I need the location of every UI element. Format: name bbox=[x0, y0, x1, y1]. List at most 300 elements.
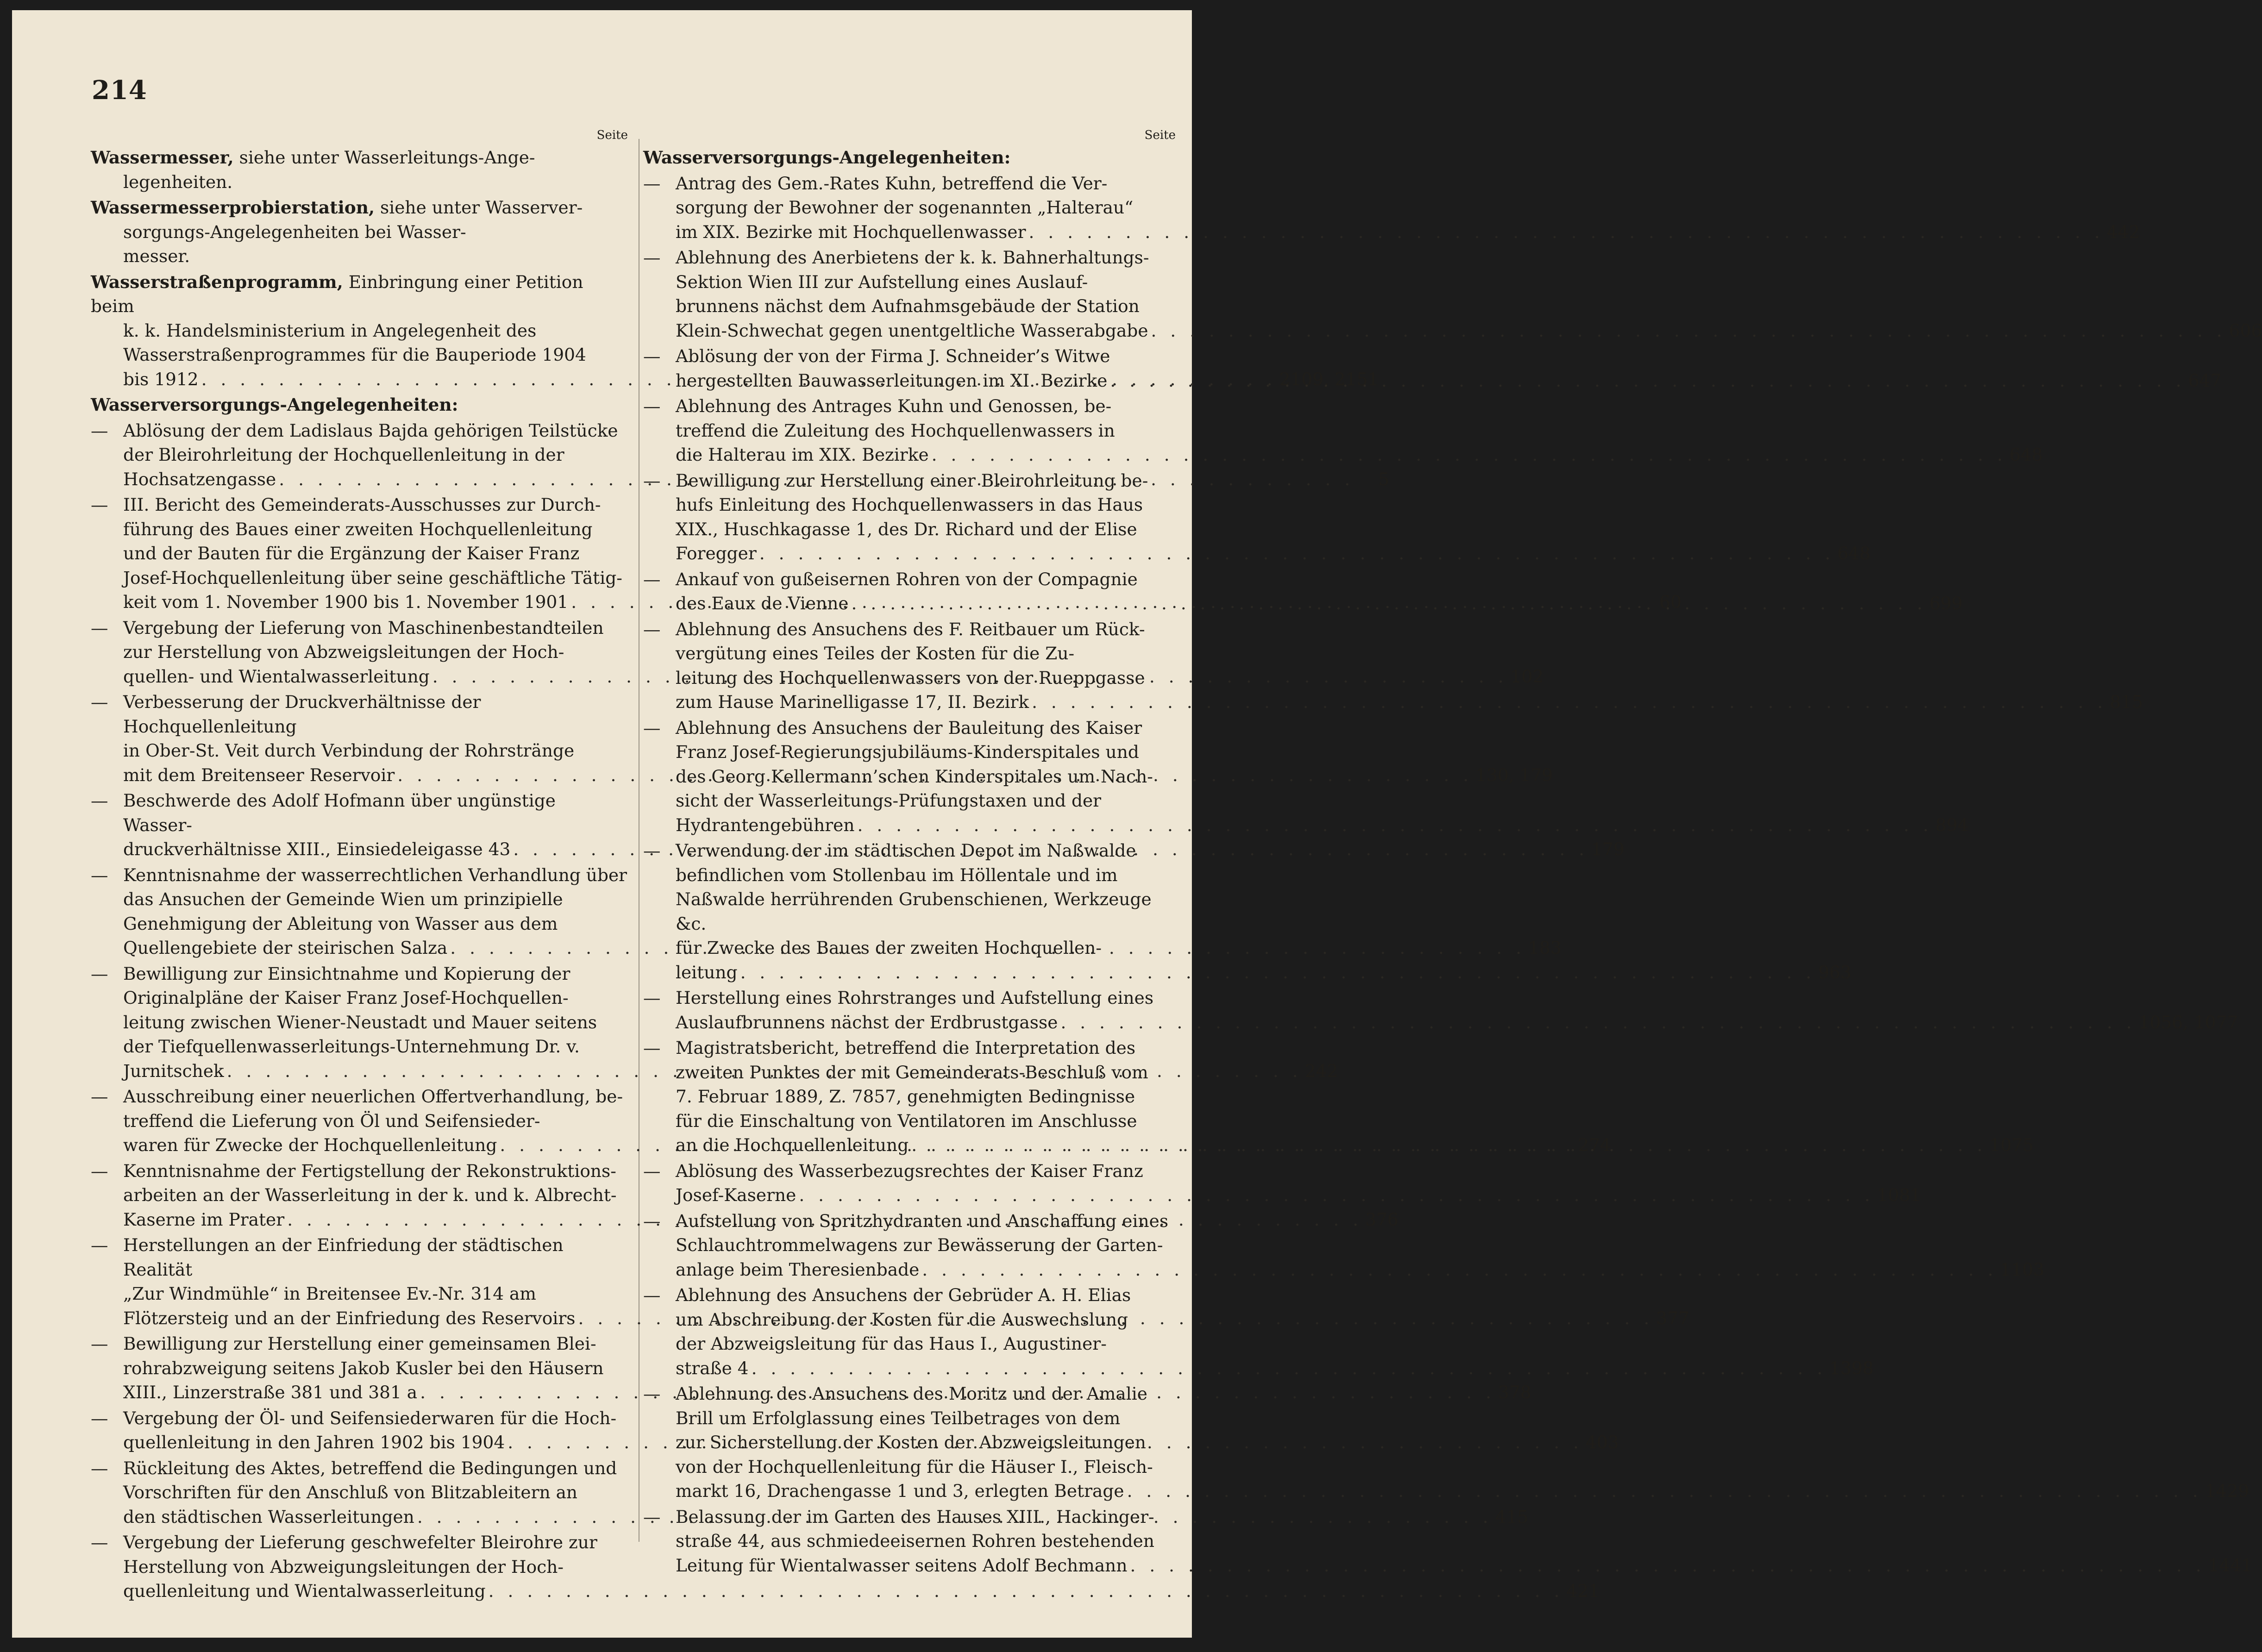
entry-line bbox=[676, 294, 1176, 319]
entry-line bbox=[123, 690, 628, 738]
entry-line bbox=[676, 1356, 1874, 1381]
entry-text: brunnens nächst dem Aufnahmsgebäude der Station bbox=[676, 296, 1140, 316]
entry-text: Wasserstraßenprogrammes für die Bauperiode 1904 bbox=[123, 344, 586, 365]
entry-text: der Tiefquellenwasserleitungs-Unternehmung Dr. v. bbox=[123, 1036, 580, 1057]
entry-text: treffend die Lieferung von Öl und Seifensieder- bbox=[123, 1110, 540, 1131]
entry-dash: — bbox=[643, 619, 661, 639]
entry-line bbox=[123, 517, 628, 542]
entry-text: markt 16, Drachengasse 1 und 3, erlegten Betrage bbox=[676, 1481, 1124, 1501]
entry-text: 7. Februar 1889, Z. 7857, genehmigten Bedingnisse bbox=[676, 1086, 1135, 1107]
entry-text: führung des Baues einer zweiten Hochquellenleitung bbox=[123, 519, 593, 539]
page-reference: 415 bbox=[1495, 1506, 1529, 1527]
entry-text: Ablehnung des Ansuchens des F. Reitbauer um Rück- bbox=[676, 619, 1145, 639]
entry-heading: Wasserstraßenprogramm, bbox=[91, 271, 343, 292]
entry-line bbox=[676, 887, 1176, 936]
entry-line bbox=[123, 616, 628, 640]
entry-text: Kenntnisnahme der wasserrechtlichen Verhandlung über bbox=[123, 864, 627, 885]
entry-line bbox=[123, 319, 628, 343]
index-entry bbox=[91, 195, 628, 269]
page-reference: 60 bbox=[1659, 592, 1682, 612]
page-number: 214 bbox=[92, 75, 147, 106]
entry-text: hergestellten Bauwasserleitungen im XI. Bezirke bbox=[676, 370, 1108, 391]
entry-line bbox=[676, 270, 1176, 294]
entry-dash: — bbox=[643, 346, 661, 366]
entry-text: Ausschreibung einer neuerlichen Offertverhandlung, be- bbox=[123, 1086, 623, 1107]
entry-line bbox=[123, 566, 628, 590]
entry-text: für die Einschaltung von Ventilatoren im Anschlusse bbox=[676, 1110, 1137, 1131]
entry-dash: — bbox=[91, 1333, 108, 1354]
entry-text: den städtischen Wasserleitungen bbox=[123, 1506, 414, 1527]
dot-leader bbox=[922, 1258, 1997, 1282]
entry-text: Ablösung der dem Ladislaus Bajda gehörigen Teilstücke bbox=[123, 420, 618, 441]
entry-text: Verbesserung der Druckverhältnisse der Hochquellenleitung bbox=[123, 692, 481, 737]
entry-line bbox=[123, 912, 628, 936]
entry-text: sorgung der Bewohner der sogenannten „Halterau“ bbox=[676, 197, 1134, 218]
entry-text: Aufstellung von Spritzhydranten und Anschaffung eines bbox=[676, 1210, 1169, 1231]
entry-line bbox=[123, 1109, 628, 1133]
entry-text: Bewilligung zur Herstellung einer gemeinsamen Blei- bbox=[123, 1333, 596, 1354]
dot-leader bbox=[740, 960, 1816, 985]
entry-text: des Georg Kellermann’schen Kinderspitales um Nach- bbox=[676, 766, 1153, 787]
entry-text: zum Hause Marinelligasse 17, II. Bezirk bbox=[676, 692, 1029, 712]
entry-dash: — bbox=[643, 396, 661, 416]
dot-leader bbox=[1032, 690, 2107, 714]
entry-line bbox=[676, 1382, 1176, 1406]
entry-dash: — bbox=[91, 1235, 108, 1255]
entry-line bbox=[676, 813, 1969, 838]
entry-text: der Abzweigsleitung für das Haus I., Augustiner- bbox=[676, 1333, 1107, 1354]
page-reference: 102 bbox=[1510, 666, 1544, 687]
page-reference: 242 bbox=[1304, 1060, 1338, 1081]
entry-line bbox=[676, 319, 2262, 343]
entry-line bbox=[676, 220, 2140, 244]
entry-line bbox=[676, 641, 1176, 666]
index-page bbox=[12, 10, 2262, 1638]
entry-text: messer. bbox=[123, 246, 190, 266]
entry-line bbox=[676, 443, 2043, 467]
page-reference: 1441 bbox=[2208, 1555, 2253, 1576]
entry-line bbox=[676, 1109, 1176, 1133]
entry-text: Hochsatzengasse bbox=[123, 469, 276, 489]
entry-text: Ablehnung des Ansuchens des Moritz und der Amalie bbox=[676, 1383, 1147, 1404]
entry-text: die Halterau im XIX. Bezirke bbox=[676, 444, 929, 465]
entry-line bbox=[123, 1159, 628, 1183]
entry-text: vergütung eines Teiles der Kosten für die Zu- bbox=[676, 643, 1075, 663]
entry-line bbox=[91, 195, 628, 220]
entry-line bbox=[123, 541, 628, 566]
entry-text: Quellengebiete der steirischen Salza bbox=[123, 938, 448, 958]
entry-text: Rückleitung des Aktes, betreffend die Bedingungen und bbox=[123, 1458, 617, 1478]
entry-line bbox=[123, 962, 628, 986]
dot-leader bbox=[799, 1183, 1874, 1208]
entry-dash: — bbox=[91, 1160, 108, 1181]
entry-line bbox=[676, 567, 1176, 592]
entry-dash: — bbox=[643, 1038, 661, 1058]
entry-text: Jurnitschek bbox=[123, 1060, 224, 1081]
entry-text: Flötzersteig und an der Einfriedung des Reservoirs bbox=[123, 1308, 576, 1328]
entry-text: Sektion Wien III zur Aufstellung eines Auslauf- bbox=[676, 271, 1088, 292]
entry-text: Hydrantengebühren bbox=[676, 814, 855, 835]
entry-text: XIII., Linzerstraße 381 und 381 a bbox=[123, 1382, 418, 1402]
entry-line bbox=[123, 244, 628, 269]
entry-dash: — bbox=[91, 692, 108, 712]
entry-dash: — bbox=[643, 470, 661, 491]
entry-text: für Zwecke des Baues der zweiten Hochquellen- bbox=[676, 938, 1102, 958]
index-subentry bbox=[643, 245, 2262, 343]
entry-line bbox=[676, 344, 1176, 369]
entry-body bbox=[676, 245, 2262, 343]
entry-text: keit vom 1. November 1900 bis 1. November 1901 bbox=[123, 592, 569, 612]
entry-line bbox=[676, 764, 1176, 789]
entry-line bbox=[676, 1084, 1176, 1109]
entry-text: bis 1912 bbox=[123, 369, 199, 389]
entry-text: Belassung der im Garten des Hauses XIII., Hackinger- bbox=[676, 1506, 1154, 1527]
entry-line bbox=[123, 1480, 628, 1505]
entry-dash: — bbox=[643, 1383, 661, 1404]
entry-line bbox=[123, 493, 628, 517]
entry-text: Herstellung von Abzweigungsleitungen der Hoch- bbox=[123, 1556, 564, 1577]
entry-line bbox=[123, 1356, 628, 1381]
entry-text: Josef-Kaserne bbox=[676, 1185, 796, 1205]
page-reference: 1398 bbox=[1829, 1358, 1874, 1378]
index-entry bbox=[91, 145, 628, 194]
entry-dash: — bbox=[91, 963, 108, 984]
page-reference: 179 bbox=[1591, 839, 1625, 859]
index-subentry bbox=[643, 1159, 1921, 1208]
entry-line bbox=[676, 1479, 2249, 1503]
seite-label-left: Seite bbox=[596, 128, 628, 142]
entry-line bbox=[676, 690, 2143, 714]
entry-text: um Abschreibung der Kosten für die Auswechslung bbox=[676, 1309, 1128, 1330]
entry-text: Herstellungen an der Einfriedung der städtischen Realität bbox=[123, 1235, 564, 1280]
index-subentry bbox=[643, 469, 1871, 566]
entry-body bbox=[676, 394, 2043, 467]
page-reference: 699 bbox=[1929, 593, 1963, 613]
dot-leader bbox=[1029, 220, 2104, 244]
entry-line bbox=[676, 517, 1176, 542]
dot-leader bbox=[489, 1579, 1564, 1603]
entry-line bbox=[123, 788, 628, 837]
entry-line bbox=[123, 887, 628, 912]
page-reference: 5 bbox=[1378, 469, 1390, 489]
entry-continuation bbox=[91, 170, 628, 194]
entry-line bbox=[676, 1553, 2253, 1578]
entry-line bbox=[123, 1332, 628, 1356]
entry-dash: — bbox=[643, 1210, 661, 1231]
entry-line bbox=[676, 1183, 1921, 1208]
entry-line bbox=[123, 1530, 628, 1555]
entry-line bbox=[676, 171, 1176, 196]
entry-text: Foregger bbox=[676, 543, 757, 563]
dot-leader bbox=[752, 1356, 1827, 1381]
entry-dash: — bbox=[643, 1160, 661, 1181]
entry-text: Vergebung der Lieferung von Maschinenbestandteilen bbox=[123, 617, 604, 638]
section-heading-right: Wasserversorgungs-Angelegenheiten: bbox=[643, 147, 1011, 168]
entry-dash: — bbox=[91, 1408, 108, 1428]
page-reference: 130, 179 bbox=[1475, 764, 1553, 785]
entry-line bbox=[676, 1455, 1176, 1479]
entry-body bbox=[676, 986, 2238, 1034]
page-reference: 648 bbox=[2009, 444, 2043, 465]
page-reference: 1075 bbox=[1989, 1135, 2034, 1155]
entry-dash: — bbox=[91, 1532, 108, 1552]
entry-text: sorgungs-Angelegenheiten bei Wasser- bbox=[123, 221, 466, 242]
entry-line bbox=[123, 1282, 628, 1306]
entry-line bbox=[676, 1505, 1176, 1529]
entry-text: quellen- und Wientalwasserleitung bbox=[123, 666, 430, 687]
entry-text: „Zur Windmühle“ in Breitensee Ev.-Nr. 314 am bbox=[123, 1283, 536, 1304]
entry-line bbox=[123, 1084, 628, 1109]
dot-leader bbox=[1060, 1010, 2136, 1035]
entry-line bbox=[676, 960, 1852, 985]
entry-line bbox=[676, 419, 1176, 443]
entry-line bbox=[676, 839, 1176, 863]
entry-line bbox=[676, 1430, 1176, 1455]
entry-line bbox=[676, 1406, 1176, 1431]
entry-text: zur Sicherstellung der Kosten der Abzweigsleitungen bbox=[676, 1432, 1146, 1452]
entry-text: Klein-Schwechat gegen unentgeltliche Wasserabgabe bbox=[676, 320, 1148, 341]
entry-line bbox=[676, 936, 1176, 960]
entry-heading: Wassermesserprobierstation, bbox=[91, 197, 375, 218]
entry-text: druckverhältnisse XIII., Einsiedeleigasse 43 bbox=[123, 839, 511, 859]
entry-text: Auslaufbrunnens nächst der Erdbrustgasse bbox=[676, 1012, 1058, 1032]
entry-line bbox=[123, 1555, 628, 1579]
entry-text: und der Bauten für die Ergänzung der Kaiser Franz bbox=[123, 543, 580, 563]
entry-line bbox=[123, 220, 628, 244]
entry-text: Einbringung einer Petition beim bbox=[91, 271, 583, 316]
entry-text: III. Bericht des Gemeinderats-Ausschusses zur Durch- bbox=[123, 494, 601, 515]
entry-text: Josef-Hochquellenleitung über seine geschäftliche Tätig- bbox=[123, 567, 622, 588]
entry-line bbox=[676, 716, 1176, 740]
entry-line bbox=[676, 788, 1176, 813]
entry-line bbox=[123, 738, 628, 763]
entry-text: Naßwalde herrührenden Grubenschienen, Werkzeuge &c. bbox=[676, 889, 1152, 934]
entry-text: quellenleitung in den Jahren 1902 bis 1904 bbox=[123, 1432, 505, 1452]
entry-text: Ablösung des Wasserbezugsrechtes der Kaiser Franz bbox=[676, 1160, 1143, 1181]
entry-text: mit dem Breitenseer Reservoir bbox=[123, 764, 395, 785]
entry-text: an die Hochquellenleitung bbox=[676, 1135, 909, 1155]
entry-line bbox=[676, 195, 1176, 220]
entry-text: Beschwerde des Adolf Hofmann über ungünstige Wasser- bbox=[123, 790, 556, 835]
page-reference: 1081 bbox=[1877, 1185, 1921, 1205]
entry-text: leitung zwischen Wiener-Neustadt und Mauer seitens bbox=[123, 1012, 597, 1032]
entry-line bbox=[676, 1283, 1176, 1308]
entry-text: der Bleirohrleitung der Hochquellenleitung in der bbox=[123, 444, 564, 465]
entry-dash: — bbox=[643, 247, 661, 268]
entry-text: leitung bbox=[676, 962, 738, 982]
entry-line bbox=[676, 666, 1176, 690]
dot-leader bbox=[1130, 1553, 2205, 1578]
entry-text: Genehmigung der Ableitung von Wasser aus dem bbox=[123, 913, 558, 934]
entry-line bbox=[676, 1308, 1176, 1332]
entry-text: rohrabzweigung seitens Jakob Kusler bei den Häusern bbox=[123, 1358, 604, 1378]
page-reference: 1103 bbox=[2000, 1259, 2044, 1280]
entry-line bbox=[676, 1060, 1176, 1085]
entry-body bbox=[676, 1159, 1921, 1208]
entry-line bbox=[123, 1579, 1600, 1603]
entry-line bbox=[123, 443, 628, 467]
entry-line bbox=[123, 1456, 628, 1481]
entry-text: befindlichen vom Stollenbau im Höllentale und im bbox=[676, 864, 1118, 885]
index-subentry bbox=[643, 394, 2043, 467]
entry-line bbox=[123, 863, 628, 888]
entry-text: Kenntnisnahme der Fertigstellung der Rekonstruktions- bbox=[123, 1160, 616, 1181]
entry-text: Ankauf von gußeisernen Rohren von der Compagnie bbox=[676, 569, 1138, 589]
entry-dash: — bbox=[643, 173, 661, 194]
entry-dash: — bbox=[91, 790, 108, 811]
entry-dash: — bbox=[91, 1086, 108, 1107]
entry-text: Ablösung der von der Firma J. Schneider’s Witwe bbox=[676, 346, 1110, 366]
entry-text: hufs Einleitung des Hochquellenwassers in das Haus bbox=[676, 494, 1143, 515]
section-heading-left: Wasserversorgungs-Angelegenheiten: bbox=[91, 394, 458, 415]
entry-text: Franz Josef-Regierungsjubiläums-Kinderspitales und bbox=[676, 742, 1139, 762]
page-reference: 894 bbox=[1935, 814, 1969, 835]
entry-text: straße 4 bbox=[676, 1358, 749, 1378]
entry-text: zweiten Punktes der mit Gemeinderats-Beschluß vom bbox=[676, 1062, 1148, 1083]
entry-dash: — bbox=[643, 1506, 661, 1527]
entry-line bbox=[676, 1258, 2044, 1282]
entry-text: Vergebung der Lieferung geschwefelter Bleirohre zur bbox=[123, 1532, 597, 1552]
entry-line bbox=[676, 1529, 1176, 1553]
entry-line bbox=[676, 617, 1176, 642]
page-reference: 183 bbox=[1528, 938, 1561, 958]
index-subentry bbox=[643, 171, 2140, 244]
entry-text: arbeiten an der Wasserleitung in der k. und k. Albrecht- bbox=[123, 1185, 617, 1205]
entry-line bbox=[676, 1209, 1176, 1233]
entry-line bbox=[91, 270, 628, 319]
entry-heading: Wassermesser, bbox=[91, 147, 234, 168]
entry-dash: — bbox=[91, 617, 108, 638]
entry-line bbox=[123, 170, 628, 194]
entry-line bbox=[123, 1183, 628, 1208]
entry-line bbox=[676, 1332, 1176, 1356]
entry-line bbox=[676, 1233, 1176, 1258]
entry-text: straße 44, aus schmiedeeisernen Rohren bestehenden bbox=[676, 1531, 1154, 1551]
entry-line bbox=[676, 1010, 2238, 1035]
entry-dash: — bbox=[643, 1285, 661, 1305]
seite-label-right: Seite bbox=[1144, 128, 1176, 142]
entry-dash: — bbox=[91, 864, 108, 885]
entry-line bbox=[123, 343, 628, 367]
entry-text: legenheiten. bbox=[123, 171, 233, 192]
entry-text: Vorschriften für den Anschluß von Blitzableitern an bbox=[123, 1482, 578, 1502]
entry-line bbox=[676, 469, 1176, 493]
entry-continuation bbox=[91, 220, 628, 269]
entry-dash: — bbox=[643, 569, 661, 589]
entry-dash: — bbox=[91, 1458, 108, 1478]
entry-line bbox=[676, 1036, 1176, 1060]
entry-text: Magistratsbericht, betreffend die Interpretation des bbox=[676, 1038, 1136, 1058]
entry-text: Originalpläne der Kaiser Franz Josef-Hochquellen- bbox=[123, 988, 569, 1008]
entry-text: Brill um Erfolglassung eines Teilbetrages von dem bbox=[676, 1408, 1121, 1428]
page-reference: 648 bbox=[1837, 543, 1871, 563]
entry-text: Ablehnung des Anerbietens der k. k. Bahnerhaltungs- bbox=[676, 247, 1149, 268]
entry-dash: — bbox=[643, 717, 661, 738]
entry-text: Ablehnung des Antrages Kuhn und Genossen, be- bbox=[676, 396, 1112, 416]
entry-line bbox=[123, 640, 628, 664]
page-reference: 1056, 1077 bbox=[2138, 1012, 2238, 1032]
page-reference: 815 bbox=[2110, 692, 2143, 712]
entry-text: im XIX. Bezirke mit Hochquellenwasser bbox=[676, 221, 1026, 242]
entry-dash: — bbox=[91, 420, 108, 441]
dot-leader bbox=[911, 1133, 1986, 1158]
entry-line bbox=[676, 1159, 1176, 1183]
entry-dash: — bbox=[91, 494, 108, 515]
entry-line bbox=[676, 541, 1871, 566]
entry-text: leitung des Hochquellenwassers von der Rueppgasse bbox=[676, 667, 1145, 688]
entry-line bbox=[676, 394, 1176, 419]
entry-text: in Ober-St. Veit durch Verbindung der Rohrstränge bbox=[123, 740, 575, 761]
entry-line bbox=[676, 493, 1176, 517]
entry-text: Kaserne im Prater bbox=[123, 1209, 285, 1230]
page-reference: 421 bbox=[1566, 1581, 1600, 1601]
dot-leader bbox=[932, 443, 2007, 467]
entry-text: k. k. Handelsministerium in Angelegenheit des bbox=[123, 320, 537, 341]
page-reference: 963 bbox=[1818, 962, 1852, 982]
entry-line bbox=[676, 740, 1176, 764]
entry-text: XIX., Huschkagasse 1, des Dr. Richard und der Elise bbox=[676, 519, 1137, 539]
entry-text: quellenleitung und Wientalwasserleitung bbox=[123, 1581, 486, 1601]
entry-dash: — bbox=[643, 988, 661, 1008]
entry-text: treffend die Zuleitung des Hochquellenwassers in bbox=[676, 420, 1115, 441]
dot-leader bbox=[1151, 319, 2226, 343]
dot-leader bbox=[1110, 369, 2185, 393]
dot-leader bbox=[852, 591, 1927, 616]
dot-leader bbox=[858, 813, 1933, 838]
entry-line bbox=[123, 986, 628, 1010]
page-reference: 376 bbox=[1365, 1209, 1398, 1230]
page-reference: 378 bbox=[1498, 1382, 1531, 1402]
entry-text: von der Hochquellenleitung für die Häuser I., Fleisch- bbox=[676, 1456, 1153, 1477]
entry-text: siehe unter Wasserleitungs-Ange- bbox=[233, 147, 535, 168]
entry-text: anlage beim Theresienbade bbox=[676, 1259, 920, 1280]
entry-dash: — bbox=[643, 840, 661, 861]
page-reference: 403 bbox=[1585, 1432, 1619, 1452]
entry-text: Schlauchtrommelwagens zur Bewässerung der Garten- bbox=[676, 1235, 1163, 1255]
entry-text: Bewilligung zur Einsichtnahme und Kopierung der bbox=[123, 963, 570, 984]
page-reference: 377 bbox=[1656, 1308, 1690, 1328]
entry-text: Vergebung der Öl- und Seifensiederwaren für die Hoch- bbox=[123, 1408, 617, 1428]
page-reference: 647 bbox=[2188, 370, 2222, 391]
entry-text: siehe unter Wasserver- bbox=[375, 197, 583, 218]
page-reference: 606 bbox=[2229, 320, 2262, 341]
entry-body bbox=[676, 171, 2140, 244]
entry-line bbox=[123, 1034, 628, 1059]
index-subentry bbox=[643, 986, 2238, 1034]
entry-line bbox=[123, 1010, 628, 1035]
page-reference: 274 bbox=[1578, 1135, 1611, 1155]
entry-text: des Eaux de Vienne bbox=[676, 593, 849, 613]
dot-leader bbox=[759, 541, 1835, 566]
entry-text: Ablehnung des Ansuchens der Bauleitung des Kaiser bbox=[676, 717, 1142, 738]
entry-body bbox=[676, 469, 1871, 566]
entry-line bbox=[676, 863, 1176, 888]
entry-line bbox=[676, 245, 1176, 270]
page-reference: 442 bbox=[2106, 221, 2140, 242]
entry-text: Herstellung eines Rohrstranges und Aufstellung eines bbox=[676, 988, 1154, 1008]
entry-text: Antrag des Gem.-Rates Kuhn, betreffend die Ver- bbox=[676, 173, 1108, 194]
entry-text: zur Herstellung von Abzweigsleitungen der Hoch- bbox=[123, 642, 564, 662]
entry-text: Bewilligung zur Herstellung einer Bleirohrleitung be- bbox=[676, 470, 1148, 491]
page-reference: 1429 bbox=[2205, 1481, 2249, 1501]
entry-line bbox=[676, 986, 1176, 1010]
entry-text: das Ansuchen der Gemeinde Wien um prinzipielle bbox=[123, 889, 563, 909]
entry-text: sicht der Wasserleitungs-Prüfungstaxen und der bbox=[676, 790, 1102, 811]
entry-line bbox=[91, 145, 628, 170]
entry-text: Ablehnung des Ansuchens der Gebrüder A. H. Elias bbox=[676, 1285, 1131, 1305]
entry-text: Leitung für Wientalwasser seitens Adolf Bechmann bbox=[676, 1555, 1128, 1576]
entry-line bbox=[123, 419, 628, 443]
